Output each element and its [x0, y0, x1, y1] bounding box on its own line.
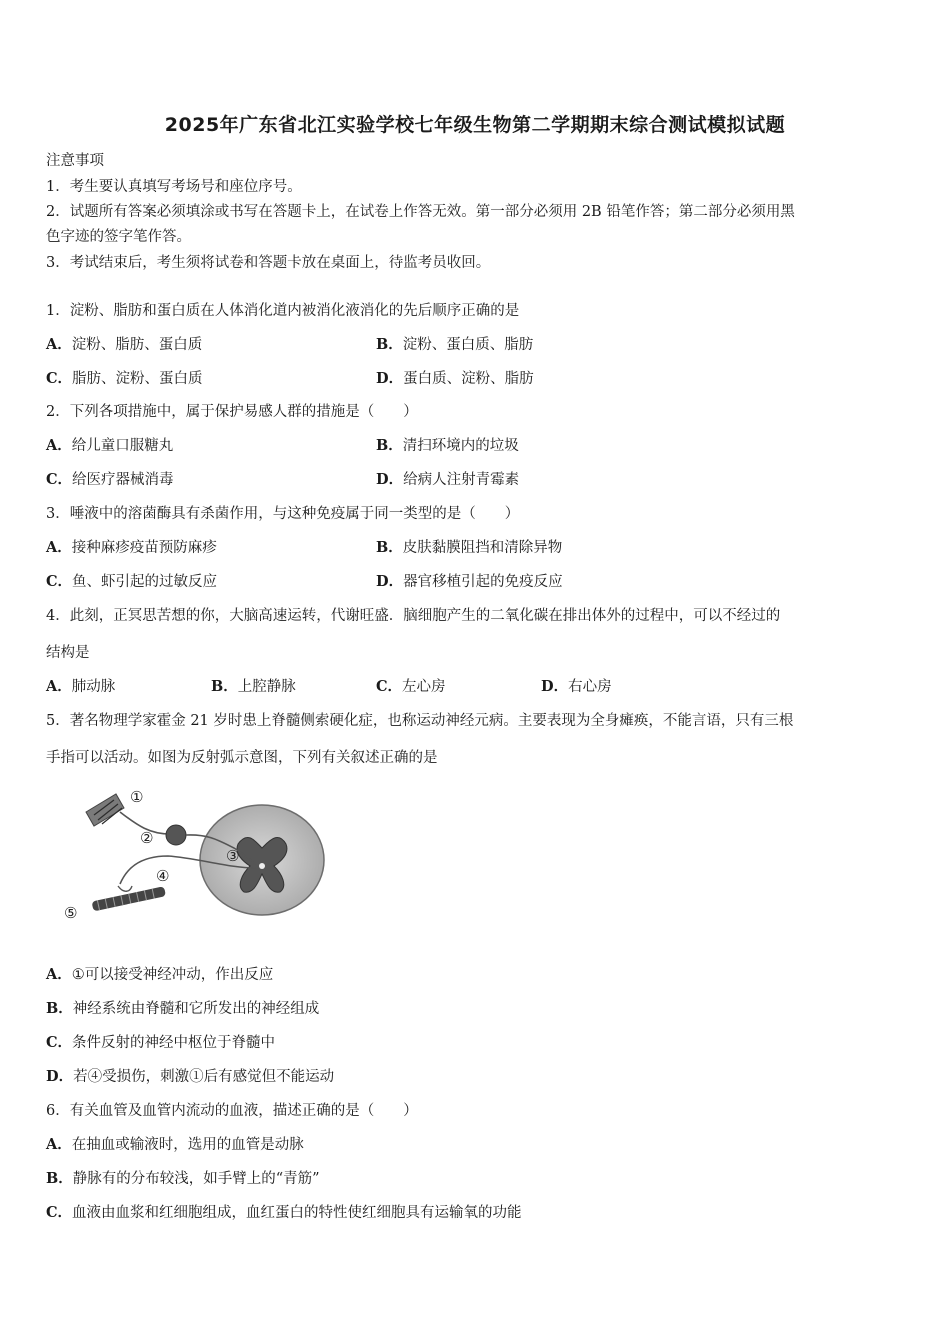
figure-label-5: ⑤ [64, 904, 78, 922]
reflex-arc-diagram [58, 782, 333, 930]
question-5-stem: 5．著名物理学家霍金 21 岁时患上脊髓侧索硬化症，也称运动神经元病。主要表现为全身瘫痪，不能言语，只有三根 [46, 713, 794, 729]
q3-option-b: B．皮肤黏膜阻挡和清除异物 [376, 539, 563, 556]
q2-option-b: B．清扫环境内的垃圾 [376, 437, 519, 454]
q2-option-a: A．给儿童口服糖丸 [46, 437, 174, 454]
notice-item: 3．考试结束后，考生须将试卷和答题卡放在桌面上，待监考员收回。 [46, 255, 491, 271]
notice-item: 2．试题所有答案必须填涂或书写在答题卡上，在试卷上作答无效。第一部分必须用 2B 铅笔作答；第二部分必须用黑 [46, 204, 795, 220]
q5-option-a: A．①可以接受神经冲动，作出反应 [46, 966, 274, 983]
q4-option-a: A．肺动脉 [46, 678, 116, 695]
q5-option-c: C．条件反射的神经中枢位于脊髓中 [46, 1034, 276, 1051]
q1-option-c: C．脂肪、淀粉、蛋白质 [46, 370, 203, 387]
q5-option-b: B．神经系统由脊髓和它所发出的神经组成 [46, 1000, 320, 1017]
q6-option-b: B．静脉有的分布较浅，如手臂上的“青筋” [46, 1170, 320, 1187]
figure-label-1: ① [130, 788, 144, 806]
figure-label-2: ② [140, 829, 154, 847]
question-1-stem: 1．淀粉、脂肪和蛋白质在人体消化道内被消化液消化的先后顺序正确的是 [46, 303, 520, 319]
question-4-stem: 4．此刻，正冥思苦想的你，大脑高速运转，代谢旺盛．脑细胞产生的二氧化碳在排出体外的过程中，可以不经过的 [46, 608, 781, 624]
q3-option-a: A．接种麻疹疫苗预防麻疹 [46, 539, 217, 556]
q4-option-b: B．上腔静脉 [211, 678, 296, 695]
notice-item: 色字迹的签字笔作答。 [46, 229, 191, 245]
q1-option-a: A．淀粉、脂肪、蛋白质 [46, 336, 203, 353]
q3-option-c: C．鱼、虾引起的过敏反应 [46, 573, 218, 590]
q6-option-c: C．血液由血浆和红细胞组成，血红蛋白的特性使红细胞具有运输氧的功能 [46, 1204, 522, 1221]
question-5-stem-cont: 手指可以活动。如图为反射弧示意图，下列有关叙述正确的是 [46, 750, 438, 766]
nerve-ending [118, 886, 132, 891]
q4-option-c: C．左心房 [376, 678, 446, 695]
q1-option-b: B．淀粉、蛋白质、脂肪 [376, 336, 534, 353]
q5-option-d: D．若④受损伤，刺激①后有感觉但不能运动 [46, 1068, 335, 1085]
q3-option-d: D．器官移植引起的免疫反应 [376, 573, 563, 590]
q2-option-d: D．给病人注射青霉素 [376, 471, 520, 488]
question-4-stem-cont: 结构是 [46, 645, 90, 661]
question-3-stem: 3．唾液中的溶菌酶具有杀菌作用，与这种免疫属于同一类型的是（ ） [46, 506, 520, 522]
ganglion [166, 825, 186, 845]
figure-label-3: ③ [226, 847, 240, 865]
central-canal [259, 863, 265, 869]
question-2-stem: 2．下列各项措施中，属于保护易感人群的措施是（ ） [46, 404, 418, 420]
figure-label-4: ④ [156, 867, 170, 885]
page-title: 2025年广东省北江实验学校七年级生物第二学期期末综合测试模拟试题 [164, 114, 786, 136]
notice-heading: 注意事项 [46, 153, 104, 169]
question-6-stem: 6．有关血管及血管内流动的血液，描述正确的是（ ） [46, 1103, 418, 1119]
q6-option-a: A．在抽血或输液时，选用的血管是动脉 [46, 1136, 304, 1153]
q2-option-c: C．给医疗器械消毒 [46, 471, 174, 488]
q4-option-d: D．右心房 [541, 678, 612, 695]
q1-option-d: D．蛋白质、淀粉、脂肪 [376, 370, 534, 387]
notice-item: 1．考生要认真填写考场号和座位序号。 [46, 179, 302, 195]
